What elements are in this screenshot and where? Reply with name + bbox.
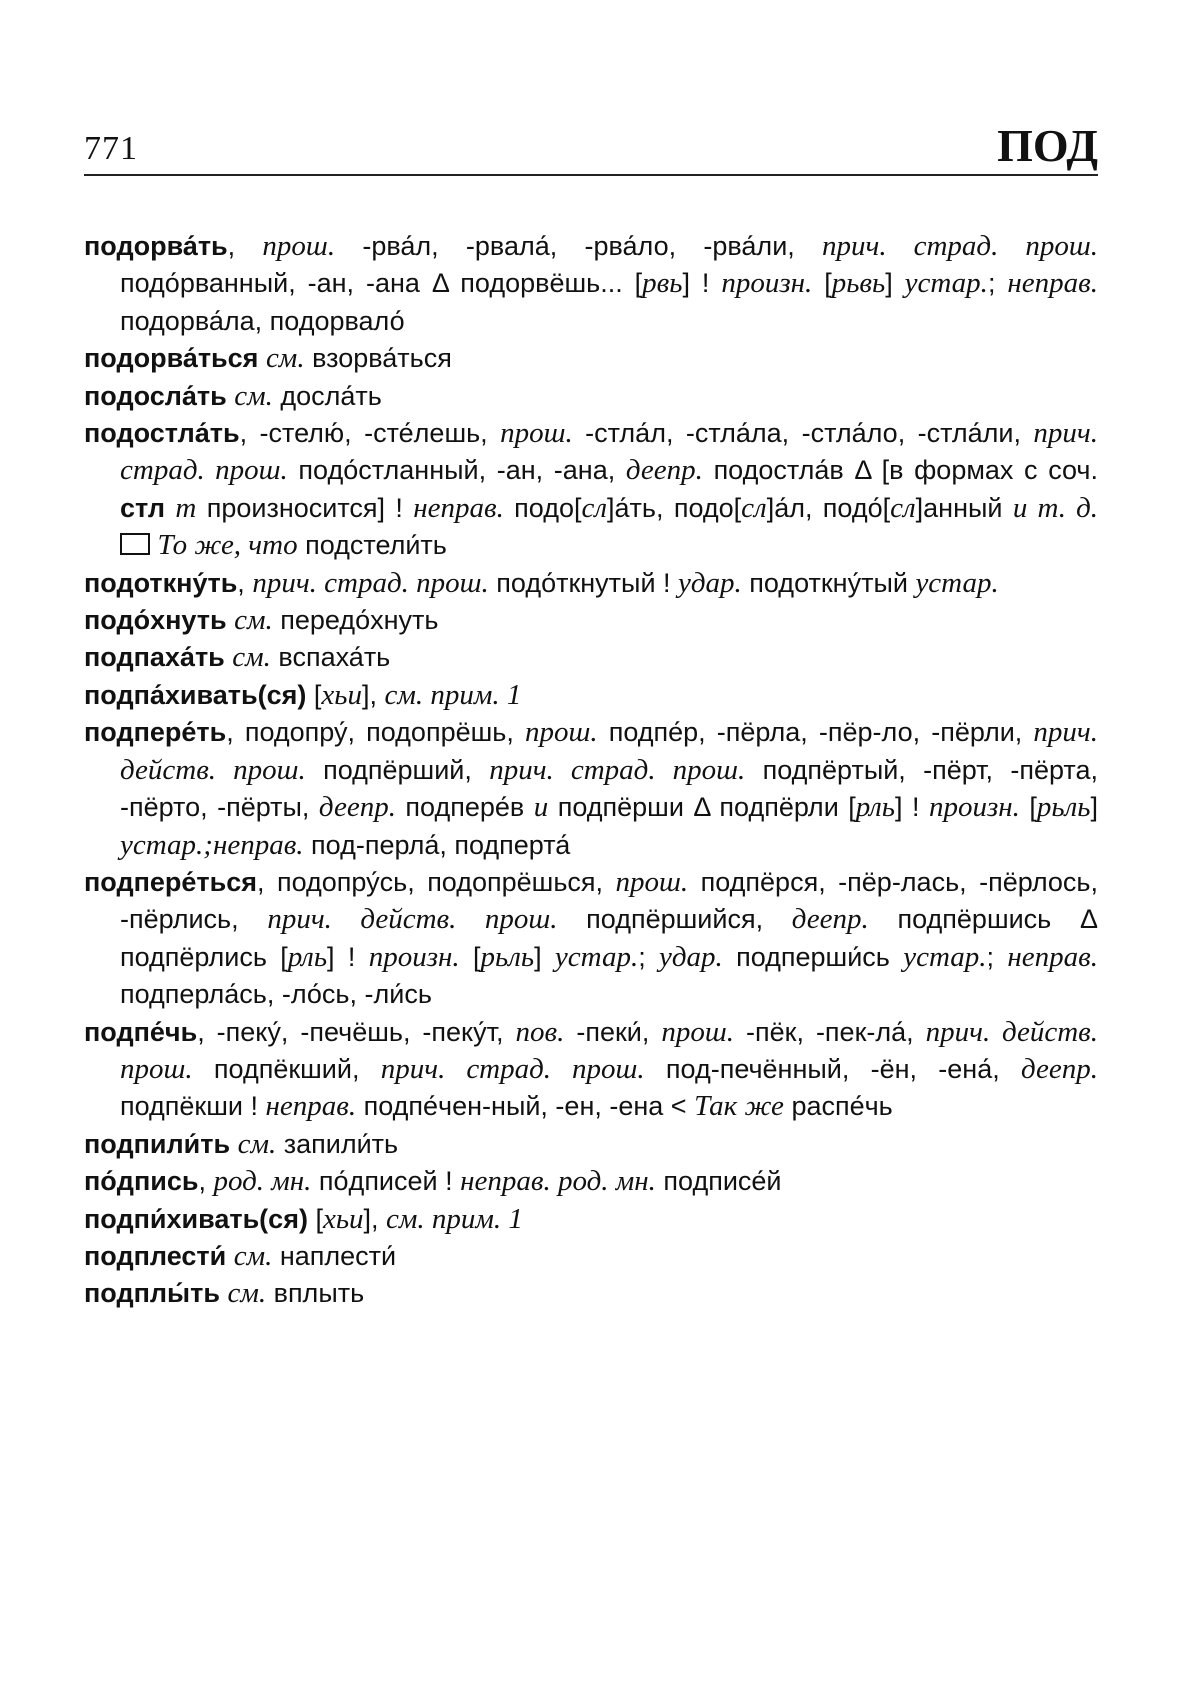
headword: подостла́ть [84, 418, 240, 449]
grammatical-label: прич. страд. прош. [380, 1052, 645, 1085]
entry-text: подпёршийся, [557, 904, 792, 935]
entry-text: ] [885, 268, 905, 299]
grammatical-label: устар. [904, 267, 988, 300]
entry-text: ]а́л, подо́[ [766, 492, 891, 523]
grammatical-label: рьвь [831, 267, 886, 300]
grammatical-label: прич. действ. прош. [120, 1015, 1098, 1085]
dictionary-entry [84, 677, 1098, 714]
grammatical-label: рль [855, 791, 896, 824]
dictionary-entry [84, 639, 1098, 676]
page-number: 771 [84, 130, 138, 167]
entry-text: , подопру́сь, подопрёшься, [257, 866, 616, 897]
entry-text: [ [812, 268, 832, 299]
grammatical-label: рвь [642, 267, 683, 300]
entry-text: вспаха́ть [270, 642, 391, 673]
grammatical-label: неправ. [1007, 940, 1098, 973]
grammatical-label: устар. [554, 940, 639, 973]
grammatical-label: устар. [903, 940, 987, 973]
grammatical-label: устар. [915, 566, 999, 599]
entry-text: подо[ [503, 492, 582, 523]
grammatical-label: устар.;неправ. [120, 828, 304, 861]
dictionary-entry [84, 1238, 1098, 1275]
grammatical-label: см. [227, 1277, 267, 1310]
grammatical-label: деепр. [318, 791, 396, 824]
headword: подо́хнуть [84, 605, 227, 636]
entry-text: ] [534, 941, 555, 972]
grammatical-label: хьи [322, 1202, 364, 1235]
entry-text: ] ! [895, 792, 929, 823]
entry-text: , [198, 1166, 214, 1197]
entry-text: -пёк, -пек-ла́, [734, 1016, 926, 1047]
grammatical-label: прош. [661, 1015, 735, 1048]
grammatical-label: деепр. [791, 903, 869, 936]
grammatical-label: см. [233, 1239, 273, 1272]
grammatical-label: неправ. род. мн. [460, 1165, 656, 1198]
entry-text: , -пеку́, -печёшь, -пеку́т, [197, 1016, 516, 1047]
headword: подорва́ться [84, 343, 259, 374]
dictionary-entry [84, 714, 1098, 864]
grammatical-label: прич. страд. прош. [489, 753, 746, 786]
dictionary-entry [84, 378, 1098, 415]
headword: подоткну́ть [84, 567, 238, 598]
entry-text: наплести́ [272, 1240, 397, 1271]
grammatical-label: произн. [928, 791, 1020, 824]
entry-text: ]анный [915, 492, 1013, 523]
grammatical-label: см. [237, 1127, 277, 1160]
grammatical-label: прич. действ. прош. [267, 903, 558, 936]
headword: подпа́хивать(ся) [84, 679, 307, 710]
entry-text: ], [363, 1203, 387, 1234]
dictionary-entry [84, 1126, 1098, 1163]
entry-text: передо́хнуть [272, 605, 439, 636]
grammatical-label: и [533, 791, 549, 824]
entry-text: подо́стланный, -ан, -ана, [287, 455, 626, 486]
grammatical-label: см. [265, 342, 305, 375]
grammatical-label: см. [234, 379, 273, 412]
entry-text: , [227, 231, 263, 261]
entry-text: подперши́сь [722, 941, 904, 972]
dictionary-entry [84, 228, 1098, 340]
entry-text: подпе́чен-ный, -ен, -ена < [356, 1091, 695, 1122]
headword: подорва́ть [84, 231, 228, 261]
grammatical-label: сл [741, 491, 767, 524]
entry-text: ; [638, 941, 660, 972]
entry-text: досла́ть [272, 380, 382, 411]
grammatical-label: см. прим. 1 [384, 678, 522, 711]
grammatical-label: прич. страд. прош. [822, 230, 1098, 262]
entry-text: подостла́в Δ [в формах с соч. [702, 455, 1098, 486]
grammatical-label: прич. страд. прош. [120, 417, 1098, 487]
grammatical-label: прош. [615, 865, 689, 898]
entry-text: ; [986, 941, 1008, 972]
entry-text: , подопру́, подопрёшь, [226, 717, 525, 748]
grammatical-label: рьль [480, 940, 535, 973]
entry-text: подписе́й [655, 1166, 782, 1197]
entry-text [258, 343, 266, 373]
headword: подпаха́ть [84, 642, 225, 673]
grammatical-label: неправ. [1007, 267, 1098, 300]
grammatical-label: неправ. [265, 1090, 357, 1123]
grammatical-label: Так же [694, 1090, 784, 1123]
grammatical-label: сл [581, 491, 608, 524]
entry-text [230, 1129, 238, 1159]
grammatical-label: рль [287, 940, 328, 973]
grammatical-label: см. [234, 604, 273, 637]
entry-text: , -стелю́, -сте́лешь, [239, 418, 501, 449]
entry-text: подпёртый, -пёрт, -пёрта, -пёрто, -пёрты, [120, 754, 1098, 823]
grammatical-label: прош. [524, 716, 598, 749]
entry-text: под-перла́, подперта́ [303, 829, 571, 860]
headword: подосла́ть [84, 380, 227, 411]
grammatical-label: сл [890, 491, 916, 524]
entry-text: произносится] ! [196, 492, 414, 523]
headword: подпили́ть [84, 1128, 231, 1159]
entry-text: ; [987, 268, 1008, 299]
grammatical-label: То же, что [157, 529, 298, 562]
grammatical-label: пов. [515, 1015, 565, 1048]
grammatical-label: произн. [721, 267, 813, 300]
dictionary-entry [84, 1014, 1098, 1126]
grammatical-label: см. [232, 641, 271, 674]
entry-text: [ [1019, 792, 1037, 823]
page-header [84, 104, 1098, 176]
grammatical-label: деепр. [1020, 1052, 1098, 1085]
grammatical-label: прош. [262, 230, 336, 262]
entry-text: подпере́в [395, 792, 534, 823]
entry-text: запили́ть [276, 1128, 399, 1159]
dictionary-entry [84, 602, 1098, 639]
entry-text: подпёкший, [192, 1053, 381, 1084]
grammatical-label: и т. д. [1012, 491, 1098, 524]
entry-text: -пеки́, [564, 1016, 662, 1047]
entry-text [227, 605, 235, 635]
entry-text: ] ! [327, 941, 369, 972]
entry-text: [ [459, 941, 481, 972]
entry-text: подпёрши Δ подпёрли [ [548, 792, 856, 823]
entry-text: ]а́ть, подо[ [607, 492, 742, 523]
entry-text: вплыть [266, 1278, 365, 1309]
running-head: ПОД [997, 120, 1098, 171]
entry-text [165, 493, 175, 523]
headword: подплести́ [84, 1240, 227, 1271]
dictionary-entry [84, 1275, 1098, 1312]
headword: подпи́хивать(ся) [84, 1203, 308, 1234]
grammatical-label: т [175, 491, 197, 524]
grammatical-label: см. прим. 1 [386, 1202, 523, 1235]
entry-text: подпёкши ! [120, 1091, 266, 1122]
dictionary-entries [84, 228, 1098, 1313]
entry-text: -стла́л, -стла́ла, -стла́ло, -стла́ли, [572, 418, 1034, 449]
entry-text: по́дписей ! [311, 1166, 461, 1197]
grammatical-label: рьль [1036, 791, 1091, 824]
entry-text: -рва́л, -рвала́, -рва́ло, -рва́ли, [335, 231, 823, 261]
entry-text: подо́рванный, -ан, -ана Δ подорвёшь... [ [120, 268, 643, 299]
entry-text: подпёршись Δ подпёрлись [ [120, 904, 1098, 972]
headword: подплы́ть [84, 1278, 220, 1309]
headword: подпе́чь [84, 1016, 198, 1047]
dictionary-entry [84, 1163, 1098, 1200]
entry-text: под-печённый, -ён, -ена́, [644, 1053, 1021, 1084]
entry-text: подорва́ла, подорвало́ [120, 305, 405, 336]
grammatical-label: произн. [368, 940, 460, 973]
entry-text: , [237, 567, 253, 598]
grammatical-label: деепр. [625, 454, 703, 487]
entry-text: [ [307, 1203, 323, 1234]
entry-text: подо́ткнутый ! [488, 567, 679, 598]
headword: подпере́ть [84, 717, 227, 748]
headword: подпере́ться [84, 866, 258, 897]
dictionary-entry [84, 565, 1098, 602]
grammatical-label: прош. [500, 417, 573, 450]
dictionary-entry [84, 1201, 1098, 1238]
grammatical-label: род. мн. [213, 1165, 312, 1198]
entry-text [226, 1241, 234, 1271]
dictionary-entry [84, 340, 1098, 377]
entry-text: подпе́р, -пёрла, -пёр-ло, -пёрли, [597, 717, 1034, 748]
entry-text: подстели́ть [297, 530, 447, 561]
grammatical-label: прич. страд. прош. [252, 566, 489, 599]
entry-text: ], [361, 679, 385, 710]
grammatical-label: хьи [321, 678, 362, 711]
entry-text: распе́чь [783, 1091, 893, 1122]
bold-cluster: стл [120, 492, 166, 523]
entry-text: ] [1090, 792, 1098, 823]
dictionary-entry [84, 415, 1098, 565]
grammatical-label: удар. [678, 566, 742, 599]
grammatical-label: неправ. [413, 491, 504, 524]
entry-text: [ [306, 679, 322, 710]
square-symbol-icon [120, 533, 150, 555]
dictionary-entry [84, 864, 1098, 1014]
entry-text: подпёрший, [305, 754, 490, 785]
entry-text: ] ! [682, 268, 722, 299]
entry-text: подоткну́тый [741, 567, 916, 598]
entry-text: подперла́сь, -ло́сь, -ли́сь [120, 979, 432, 1010]
grammatical-label: прич. действ. прош. [120, 716, 1098, 786]
entry-text: взорва́ться [304, 343, 452, 374]
headword: по́дпись [84, 1166, 199, 1197]
grammatical-label: удар. [659, 940, 723, 973]
entry-text: подпёрся, -пёр-лась, -пёрлось, -пёрлись, [120, 866, 1098, 935]
entry-text [150, 530, 158, 560]
